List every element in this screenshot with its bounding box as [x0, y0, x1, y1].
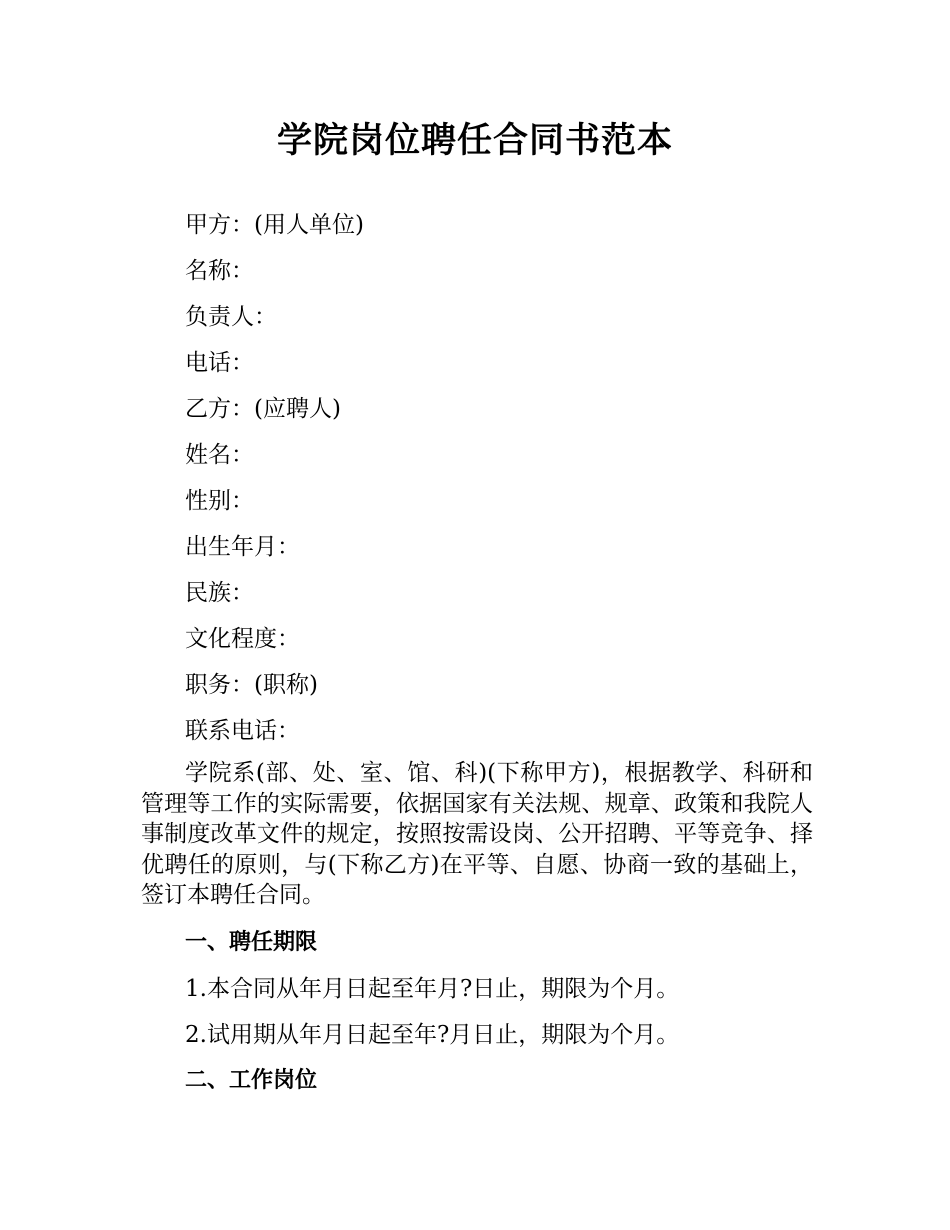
field-party-b: 乙方：(应聘人)	[185, 396, 341, 422]
field-gender: 性别：	[185, 488, 254, 514]
field-birth-date: 出生年月：	[185, 534, 300, 560]
field-responsible-person: 负责人：	[185, 304, 277, 330]
field-party-a: 甲方：(用人单位)	[185, 212, 364, 238]
clause-term-1: 1.本合同从年月日起至年月?日止，期限为个月。	[185, 976, 680, 1002]
party-fields	[185, 202, 825, 754]
document-title: 学院岗位聘任合同书范本	[276, 121, 673, 161]
field-ethnicity: 民族：	[185, 580, 254, 606]
field-name: 名称：	[185, 258, 254, 284]
field-education: 文化程度：	[185, 626, 300, 652]
field-position: 职务：(职称)	[185, 672, 318, 698]
contract-sections	[185, 920, 825, 1104]
field-contact-phone: 联系电话：	[185, 718, 300, 744]
clause-term-2: 2.试用期从年月日起至年?月日止，期限为个月。	[185, 1022, 680, 1048]
preamble-paragraph: 学院系(部、处、室、馆、科)(下称甲方)，根据教学、科研和管理等工作的实际需要，依据国家有关法规、规章、政策和我院人事制度改革文件的规定，按照按需设岗、公开招聘、平等竞争、择优聘任的原则，与(下称乙方)在平等、自愿、协商一致的基础上，签订本聘任合同。	[141, 760, 813, 909]
section-heading-position: 二、工作岗位	[185, 1068, 318, 1093]
field-full-name: 姓名：	[185, 442, 254, 468]
section-heading-term: 一、聘任期限	[185, 930, 318, 955]
field-phone: 电话：	[185, 350, 254, 376]
